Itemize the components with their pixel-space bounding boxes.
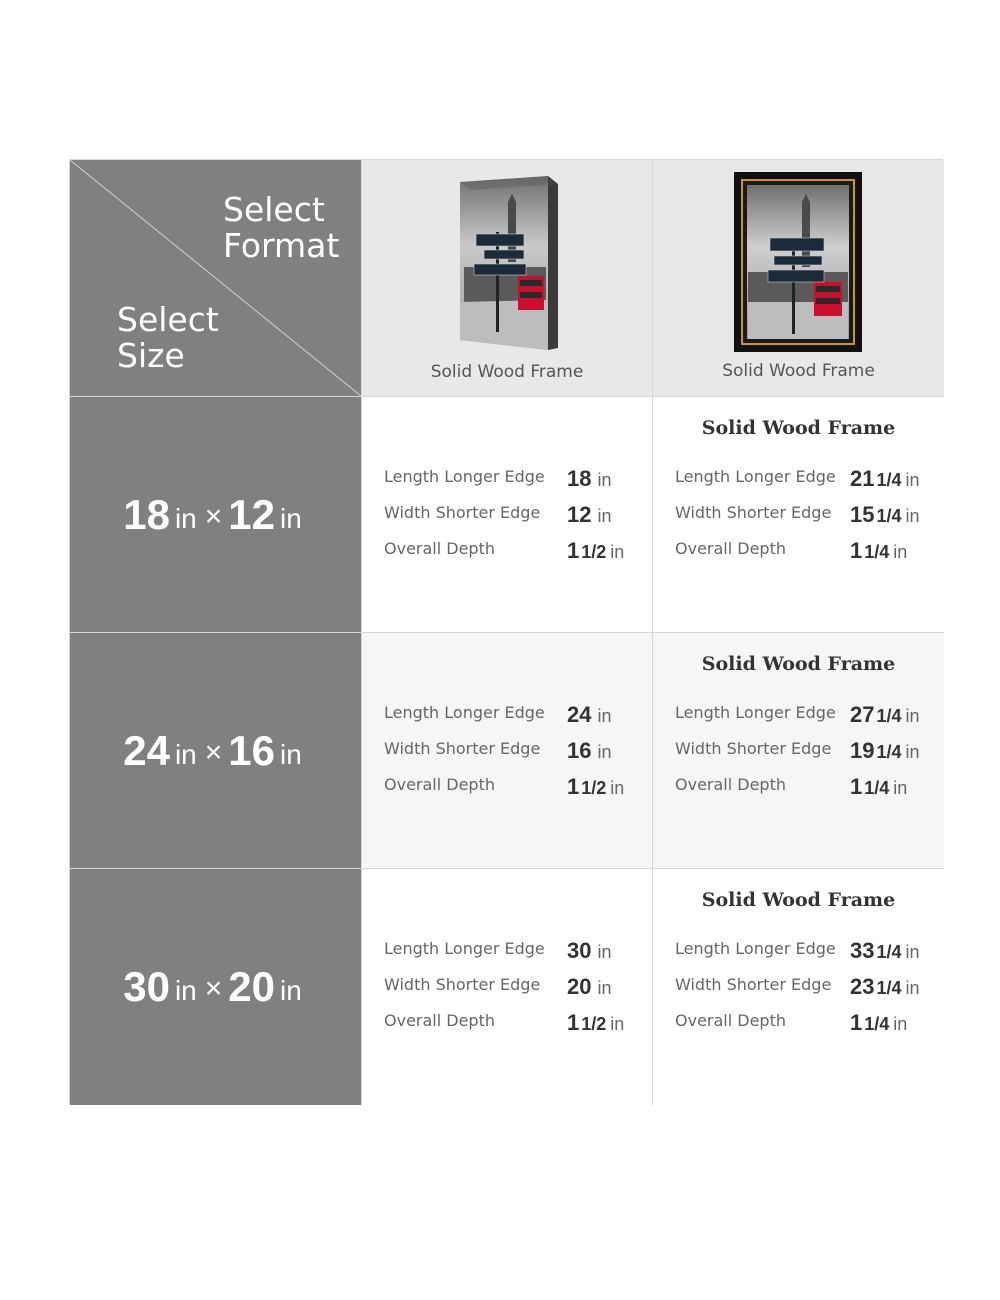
- spec-value: 27 1/4 in: [850, 702, 920, 727]
- spec-depth: [675, 775, 935, 805]
- select-format-line2: Format: [223, 226, 340, 265]
- size-option-18x12[interactable]: [70, 396, 361, 632]
- spec-value: 1 1/2 in: [567, 538, 625, 563]
- spec-value: 24 in: [567, 702, 612, 727]
- format-option-canvas[interactable]: [361, 160, 652, 396]
- size-unit: in: [279, 975, 302, 1006]
- times-symbol: ×: [204, 499, 223, 533]
- select-size-line1: Select: [117, 300, 219, 339]
- format-option-framed[interactable]: [652, 160, 944, 396]
- frame-specs-30x20: [652, 868, 944, 1105]
- spec-label: Width Shorter Edge: [384, 975, 541, 994]
- spec-label: Length Longer Edge: [675, 703, 836, 722]
- spec-label: Length Longer Edge: [384, 703, 545, 722]
- size-unit: in: [174, 975, 197, 1006]
- select-format-label: [223, 192, 339, 264]
- spec-label: Length Longer Edge: [675, 939, 836, 958]
- format-caption-canvas: Solid Wood Frame: [430, 362, 584, 382]
- times-symbol: ×: [204, 972, 223, 1005]
- spec-depth: [675, 539, 935, 569]
- spec-width: [384, 975, 644, 1005]
- spec-label: Width Shorter Edge: [384, 739, 541, 758]
- spec-width: [675, 739, 935, 769]
- spec-label: Width Shorter Edge: [675, 503, 832, 522]
- size-unit: in: [174, 738, 197, 770]
- size-height: 16: [228, 726, 275, 774]
- spec-value: 18 in: [567, 466, 612, 491]
- frame-specs-24x16: [652, 632, 944, 868]
- select-size-line2: Size: [117, 336, 185, 375]
- spec-length: [384, 939, 644, 969]
- spec-value: 12 in: [567, 502, 612, 527]
- spec-label: Overall Depth: [384, 539, 495, 558]
- spec-label: Width Shorter Edge: [384, 503, 541, 522]
- spec-length: [675, 939, 935, 969]
- size-height: 20: [228, 963, 275, 1010]
- spec-value: 16 in: [567, 738, 612, 763]
- select-format-line1: Select: [223, 190, 325, 229]
- spec-label: Overall Depth: [384, 775, 495, 794]
- size-width: 30: [123, 963, 170, 1010]
- frame-title: Solid Wood Frame: [701, 653, 896, 675]
- spec-value: 23 1/4 in: [850, 974, 920, 999]
- size-option-24x16[interactable]: [70, 632, 361, 868]
- framed-print-image: [734, 172, 862, 352]
- size-height: 12: [228, 490, 275, 538]
- frame-specs-18x12: [652, 396, 944, 632]
- size-unit: in: [174, 502, 197, 534]
- spec-value: 20 in: [567, 974, 612, 999]
- spec-value: 15 1/4 in: [850, 502, 920, 527]
- spec-depth: [384, 775, 644, 805]
- spec-value: 1 1/4 in: [850, 538, 908, 563]
- times-symbol: ×: [204, 735, 223, 769]
- spec-length: [675, 703, 935, 733]
- spec-length: [384, 703, 644, 733]
- spec-value: 1 1/4 in: [850, 774, 908, 799]
- canvas-specs-30x20: [361, 868, 652, 1105]
- spec-label: Length Longer Edge: [675, 467, 836, 486]
- spec-value: 30 in: [567, 938, 612, 963]
- canvas-specs-24x16: [361, 632, 652, 868]
- spec-value: 1 1/4 in: [850, 1010, 908, 1035]
- spec-label: Overall Depth: [675, 1011, 786, 1030]
- size-width: 18: [123, 490, 170, 538]
- spec-width: [384, 739, 644, 769]
- spec-value: 1 1/2 in: [567, 1010, 625, 1035]
- canvas-wrap-image: [458, 172, 564, 354]
- size-option-30x20[interactable]: [70, 868, 361, 1105]
- select-header-corner: [70, 160, 361, 396]
- size-unit: in: [279, 738, 302, 770]
- size-width: 24: [123, 726, 170, 774]
- spec-width: [675, 503, 935, 533]
- spec-label: Width Shorter Edge: [675, 975, 832, 994]
- spec-depth: [384, 1011, 644, 1041]
- frame-title: Solid Wood Frame: [701, 889, 896, 911]
- spec-width: [675, 975, 935, 1005]
- spec-length: [675, 467, 935, 497]
- frame-title: Solid Wood Frame: [701, 417, 896, 439]
- spec-width: [384, 503, 644, 533]
- canvas-specs-18x12: [361, 396, 652, 632]
- spec-label: Width Shorter Edge: [675, 739, 832, 758]
- spec-value: 19 1/4 in: [850, 738, 920, 763]
- spec-depth: [384, 539, 644, 569]
- spec-label: Overall Depth: [675, 775, 786, 794]
- spec-label: Length Longer Edge: [384, 939, 545, 958]
- select-size-label: [117, 302, 219, 374]
- spec-length: [384, 467, 644, 497]
- spec-label: Overall Depth: [384, 1011, 495, 1030]
- spec-label: Overall Depth: [675, 539, 786, 558]
- spec-label: Length Longer Edge: [384, 467, 545, 486]
- spec-value: 33 1/4 in: [850, 938, 920, 963]
- size-unit: in: [279, 502, 302, 534]
- spec-value: 21 1/4 in: [850, 466, 920, 491]
- spec-value: 1 1/2 in: [567, 774, 625, 799]
- spec-depth: [675, 1011, 935, 1041]
- size-format-table: [69, 159, 943, 1104]
- format-caption-framed: Solid Wood Frame: [722, 361, 875, 381]
